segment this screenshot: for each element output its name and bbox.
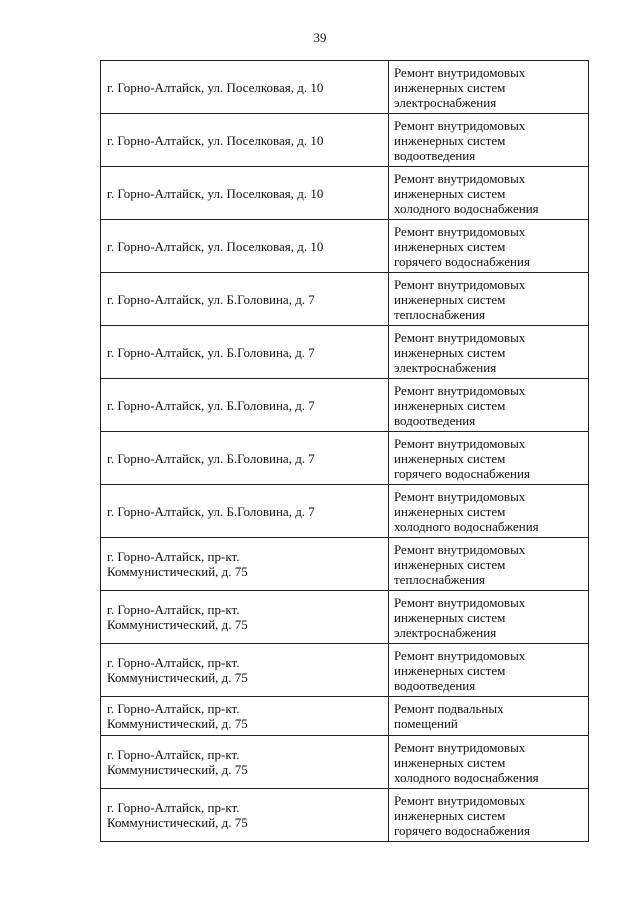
- work-type-line: инженерных систем: [394, 79, 506, 95]
- work-type-line: холодного водоснабжения: [394, 200, 539, 216]
- table-row: [101, 432, 589, 485]
- address-cell: [101, 591, 389, 644]
- work-type-line: инженерных систем: [394, 450, 506, 466]
- table-row: [101, 538, 589, 591]
- address-cell: [101, 644, 389, 697]
- table-row: [101, 644, 589, 697]
- address-line: г. Горно-Алтайск, пр-кт.: [107, 602, 240, 617]
- work-type-line: электроснабжения: [394, 359, 497, 375]
- address-cell: [101, 697, 389, 736]
- table-row: [101, 379, 589, 432]
- table-row: [101, 697, 589, 736]
- work-type-cell: [389, 644, 589, 697]
- work-type-line: инженерных систем: [394, 291, 506, 307]
- work-type-line: горячего водоснабжения: [394, 253, 530, 269]
- work-type-line: инженерных систем: [394, 132, 506, 148]
- work-type-cell: [389, 61, 589, 114]
- address-line: г. Горно-Алтайск, пр-кт.: [107, 747, 240, 762]
- work-type-line: теплоснабжения: [394, 571, 485, 587]
- address-cell: [101, 379, 389, 432]
- works-table: [100, 60, 589, 842]
- address-line: г. Горно-Алтайск, пр-кт.: [107, 701, 240, 716]
- address-line: г. Горно-Алтайск, ул. Б.Головина, д. 7: [107, 344, 315, 360]
- address-line: г. Горно-Алтайск, пр-кт.: [107, 800, 240, 815]
- address-line: г. Горно-Алтайск, ул. Поселковая, д. 10: [107, 132, 324, 148]
- address-cell: [101, 326, 389, 379]
- address-line: Коммунистический, д. 75: [107, 617, 248, 632]
- address-line: Коммунистический, д. 75: [107, 564, 248, 579]
- work-type-line: инженерных систем: [394, 609, 506, 625]
- work-type-cell: [389, 432, 589, 485]
- address-line: Коммунистический, д. 75: [107, 716, 248, 731]
- work-type-line: Ремонт внутридомовых: [394, 792, 526, 808]
- work-type-line: Ремонт внутридомовых: [394, 223, 526, 239]
- work-type-line: водоотведения: [394, 677, 476, 693]
- work-type-cell: [389, 538, 589, 591]
- address-line: г. Горно-Алтайск, ул. Поселковая, д. 10: [107, 79, 324, 95]
- work-type-line: Ремонт подвальных: [394, 701, 504, 716]
- table-row: [101, 789, 589, 842]
- address-cell: [101, 114, 389, 167]
- work-type-line: Ремонт внутридомовых: [394, 382, 526, 398]
- address-cell: [101, 167, 389, 220]
- work-type-line: инженерных систем: [394, 754, 506, 770]
- work-type-line: холодного водоснабжения: [394, 769, 539, 785]
- address-line: Коммунистический, д. 75: [107, 670, 248, 685]
- address-cell: [101, 220, 389, 273]
- work-type-line: электроснабжения: [394, 624, 497, 640]
- work-type-cell: [389, 736, 589, 789]
- address-cell: [101, 273, 389, 326]
- work-type-line: Ремонт внутридомовых: [394, 594, 526, 610]
- work-type-line: Ремонт внутридомовых: [394, 170, 526, 186]
- works-table-body: [101, 61, 589, 842]
- address-cell: [101, 485, 389, 538]
- work-type-cell: [389, 220, 589, 273]
- work-type-cell: [389, 697, 589, 736]
- address-line: г. Горно-Алтайск, ул. Поселковая, д. 10: [107, 238, 324, 254]
- work-type-line: инженерных систем: [394, 185, 506, 201]
- work-type-line: Ремонт внутридомовых: [394, 64, 526, 80]
- work-type-cell: [389, 591, 589, 644]
- address-line: г. Горно-Алтайск, ул. Б.Головина, д. 7: [107, 503, 315, 519]
- address-cell: [101, 789, 389, 842]
- address-line: г. Горно-Алтайск, ул. Б.Головина, д. 7: [107, 450, 315, 466]
- table-row: [101, 167, 589, 220]
- table-row: [101, 485, 589, 538]
- work-type-line: Ремонт внутридомовых: [394, 488, 526, 504]
- work-type-line: Ремонт внутридомовых: [394, 541, 526, 557]
- work-type-line: инженерных систем: [394, 503, 506, 519]
- work-type-line: инженерных систем: [394, 397, 506, 413]
- work-type-line: Ремонт внутридомовых: [394, 647, 526, 663]
- address-cell: [101, 432, 389, 485]
- work-type-line: теплоснабжения: [394, 306, 485, 322]
- work-type-line: инженерных систем: [394, 556, 506, 572]
- table-row: [101, 591, 589, 644]
- address-cell: [101, 61, 389, 114]
- address-line: г. Горно-Алтайск, ул. Б.Головина, д. 7: [107, 291, 315, 307]
- work-type-cell: [389, 114, 589, 167]
- address-line: г. Горно-Алтайск, пр-кт.: [107, 549, 240, 564]
- work-type-cell: [389, 167, 589, 220]
- work-type-line: Ремонт внутридомовых: [394, 276, 526, 292]
- work-type-cell: [389, 485, 589, 538]
- work-type-line: инженерных систем: [394, 344, 506, 360]
- table-row: [101, 736, 589, 789]
- work-type-line: инженерных систем: [394, 807, 506, 823]
- page-number: 39: [313, 30, 327, 45]
- table-row: [101, 273, 589, 326]
- address-line: Коммунистический, д. 75: [107, 815, 248, 830]
- address-line: г. Горно-Алтайск, ул. Поселковая, д. 10: [107, 185, 324, 201]
- work-type-line: водоотведения: [394, 412, 476, 428]
- table-row: [101, 114, 589, 167]
- work-type-cell: [389, 326, 589, 379]
- work-type-line: Ремонт внутридомовых: [394, 117, 526, 133]
- work-type-line: Ремонт внутридомовых: [394, 329, 526, 345]
- table-row: [101, 61, 589, 114]
- address-cell: [101, 736, 389, 789]
- address-line: Коммунистический, д. 75: [107, 762, 248, 777]
- table-row: [101, 326, 589, 379]
- table-row: [101, 220, 589, 273]
- work-type-line: холодного водоснабжения: [394, 518, 539, 534]
- work-type-line: электроснабжения: [394, 94, 497, 110]
- work-type-line: инженерных систем: [394, 238, 506, 254]
- address-line: г. Горно-Алтайск, пр-кт.: [107, 655, 240, 670]
- address-line: г. Горно-Алтайск, ул. Б.Головина, д. 7: [107, 397, 315, 413]
- work-type-cell: [389, 379, 589, 432]
- work-type-line: водоотведения: [394, 147, 476, 163]
- work-type-line: горячего водоснабжения: [394, 465, 530, 481]
- work-type-line: инженерных систем: [394, 662, 506, 678]
- work-type-line: горячего водоснабжения: [394, 822, 530, 838]
- work-type-cell: [389, 789, 589, 842]
- work-type-line: Ремонт внутридомовых: [394, 739, 526, 755]
- work-type-line: помещений: [394, 716, 458, 731]
- address-cell: [101, 538, 389, 591]
- work-type-line: Ремонт внутридомовых: [394, 435, 526, 451]
- work-type-cell: [389, 273, 589, 326]
